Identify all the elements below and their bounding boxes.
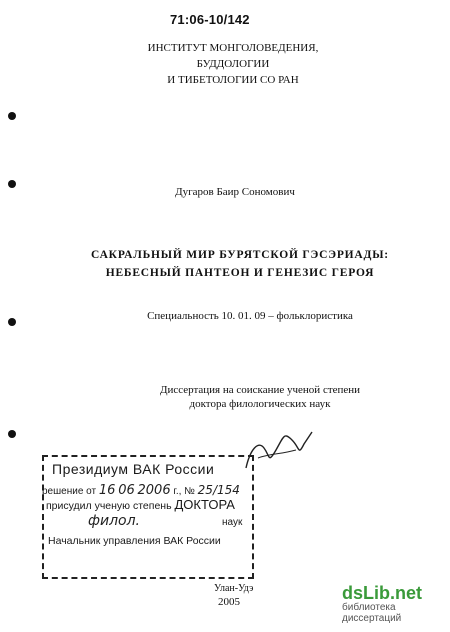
- stamp-awarded-line: [46, 497, 235, 512]
- dissertation-title: [80, 246, 400, 282]
- stamp-decision-line: [42, 483, 240, 498]
- watermark-logo[interactable]: dsLib.net: [342, 583, 422, 603]
- watermark-caption: библиотека диссертаций: [342, 602, 402, 624]
- stamp-field-handwritten: филол.: [88, 513, 140, 529]
- watermark[interactable]: [342, 583, 450, 624]
- stamp-number: 25/154: [197, 483, 240, 497]
- city: Улан-Удэ: [214, 583, 254, 594]
- stamp-decision-prefix: решение от: [42, 486, 97, 497]
- stamp-awarded: присудил ученую степень: [46, 500, 172, 512]
- dissertation-line-1: Диссертация на соискание ученой степени: [159, 384, 361, 396]
- archive-code: 71:06-10/142: [170, 12, 250, 27]
- year: 2005: [218, 596, 240, 608]
- dissertation-line-2: доктора филологических наук: [189, 398, 331, 410]
- vak-stamp: [42, 455, 254, 579]
- stamp-degree: ДОКТОРА: [174, 497, 235, 512]
- stamp-date-month: 06: [118, 483, 135, 498]
- stamp-number-label: г., №: [173, 486, 195, 497]
- title-line-2: НЕБЕСНЫЙ ПАНТЕОН И ГЕНЕЗИС ГЕРОЯ: [105, 267, 375, 279]
- institute-line-2: И ТИБЕТОЛОГИИ СО РАН: [167, 74, 299, 86]
- institute-line-1: ИНСТИТУТ МОНГОЛОВЕДЕНИЯ, БУДДОЛОГИИ: [147, 42, 319, 70]
- stamp-date-year: 2006: [137, 483, 171, 498]
- stamp-head-title: Начальник управления ВАК России: [48, 535, 221, 547]
- stamp-field-suffix: наук: [222, 517, 243, 528]
- author-name: Дугаров Баир Сономович: [175, 186, 295, 198]
- institute-name: [120, 40, 346, 88]
- dissertation-type: [140, 383, 380, 411]
- stamp-heading: Президиум ВАК России: [52, 461, 215, 477]
- stamp-date-day: 16: [98, 483, 116, 498]
- binding-hole-3: [8, 318, 16, 326]
- binding-hole-4: [8, 430, 16, 438]
- title-line-1: САКРАЛЬНЫЙ МИР БУРЯТСКОЙ ГЭСЭРИАДЫ:: [91, 249, 389, 261]
- binding-hole-2: [8, 180, 16, 188]
- binding-hole-1: [8, 112, 16, 120]
- specialty: Специальность 10. 01. 09 – фольклористика: [147, 310, 353, 322]
